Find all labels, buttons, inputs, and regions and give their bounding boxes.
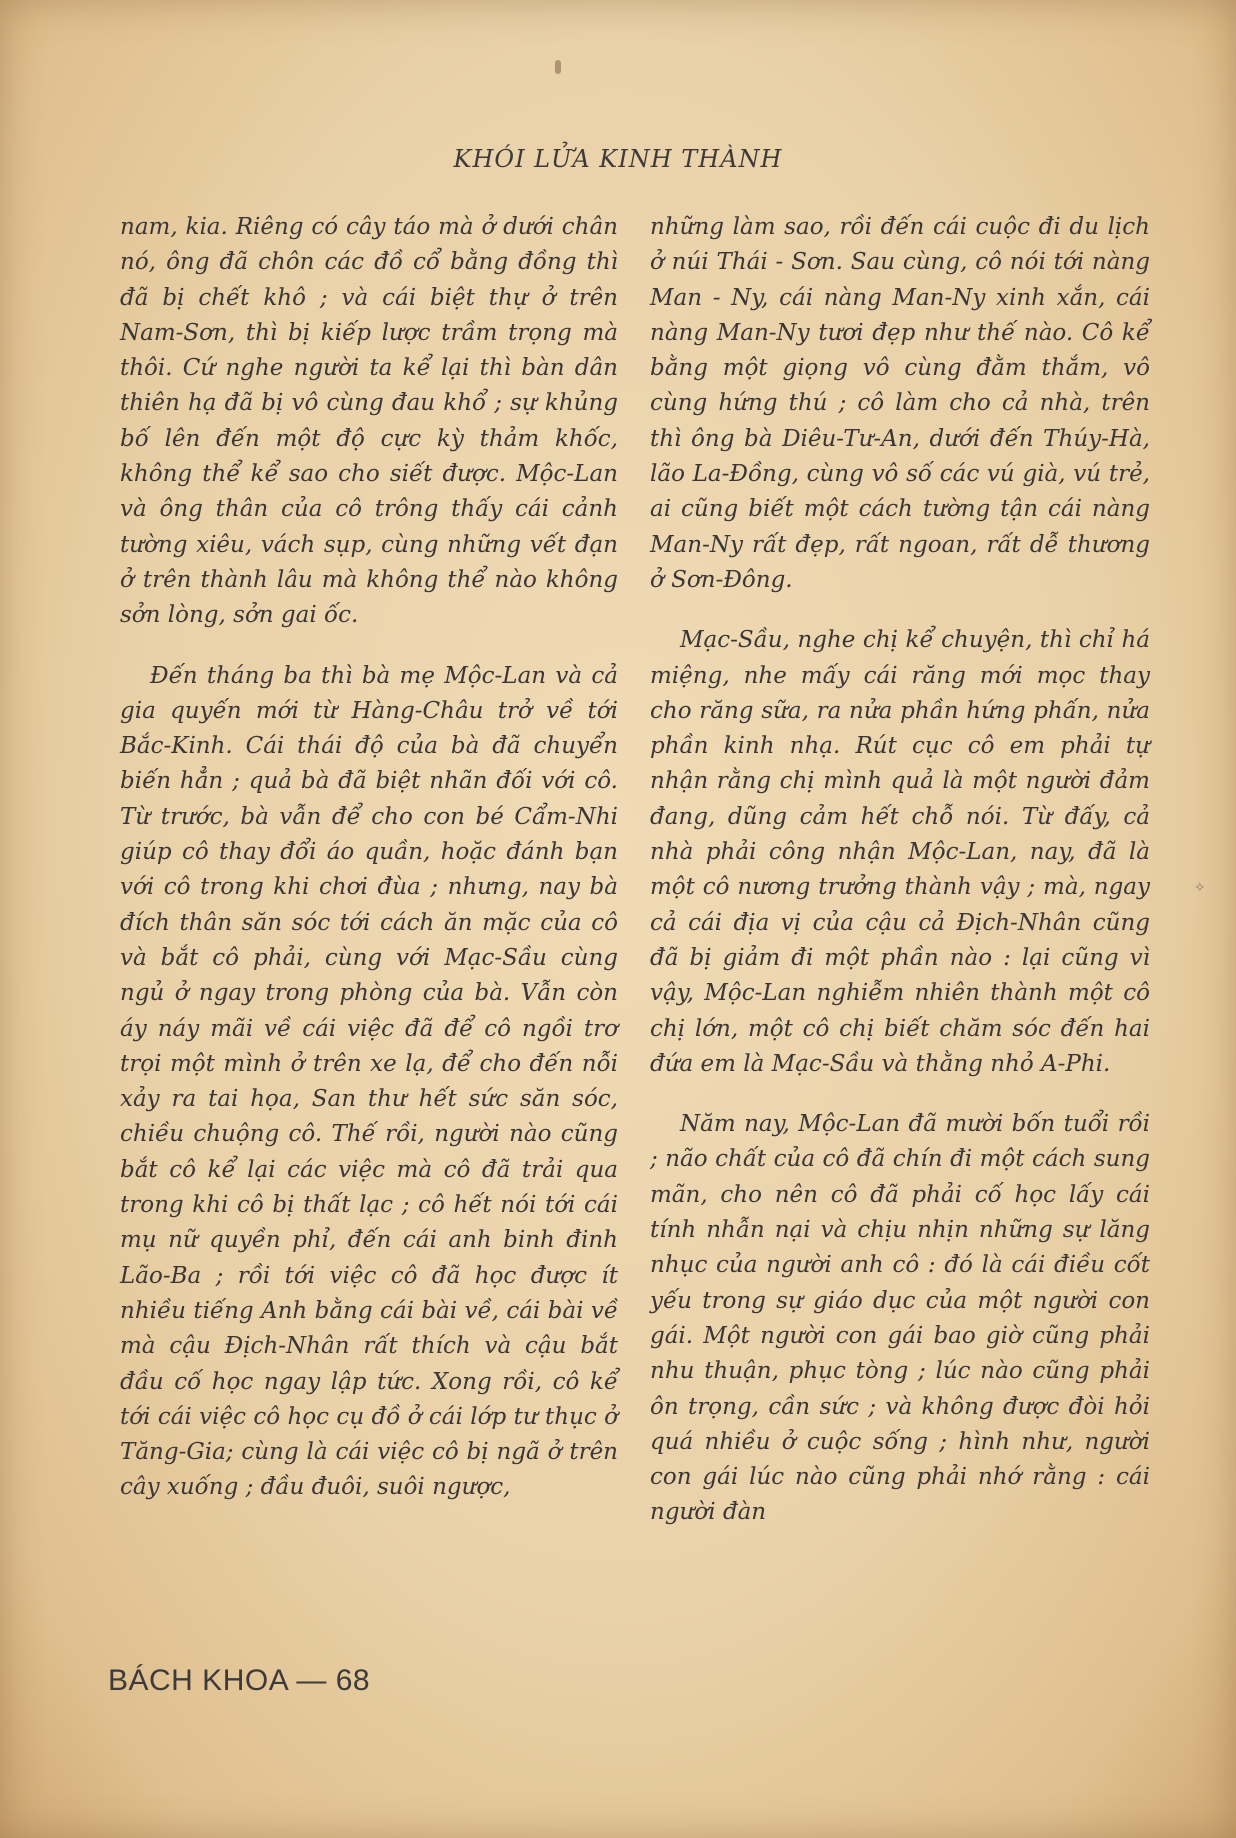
left-column — [120, 210, 618, 1531]
left-paragraph-1: nam, kia. Riêng có cây táo mà ở dưới chân nó, ông đã chôn các đồ cổ bằng đồng thì đã bị chết khô ; và cái biệt thự ở trên Nam-Sơn, thì bị kiếp lược trầm trọng mà thôi. Cứ nghe người ta kể lại thì bàn dân thiên hạ đã bị vô cùng đau khổ ; sự khủng bố lên đến một độ cực kỳ thảm khốc, không thể kể sao cho siết được. Mộc-Lan và ông thân của cô trông thấy cái cảnh tường xiêu, vách sụp, cùng những vết đạn ở trên thành lâu mà không thể nào không sởn lòng, sởn gai ốc. — [120, 214, 618, 629]
running-title: KHÓI LỬA KINH THÀNH — [453, 145, 783, 173]
margin-mark: ✧ — [1194, 880, 1206, 896]
ink-mark — [555, 60, 561, 74]
page-footer: BÁCH KHOA — 68 — [108, 1664, 371, 1697]
left-paragraph-2: Đến tháng ba thì bà mẹ Mộc-Lan và cả gia quyến mới từ Hàng-Châu trở về tới Bắc-Kinh. Cái thái độ của bà đã chuyển biến hẳn ; quả bà đã biệt nhãn đối với cô. Từ trước, bà vẫn để cho con bé Cẩm-Nhi giúp cô thay đổi áo quần, hoặc đánh bạn với cô trong khi chơi đùa ; nhưng, nay bà đích thân săn sóc tới cách ăn mặc của cô và bắt cô phải, cùng với Mạc-Sầu cùng ngủ ở ngay trong phòng của bà. Vẫn còn áy náy mãi về cái việc đã để cô ngồi trơ trọi một mình ở trên xe lạ, để cho đến nỗi xảy ra tai họa, San thư hết sức săn sóc, chiều chuộng cô. Thế rồi, người nào cũng bắt cô kể lại các việc mà cô đã trải qua trong khi cô bị thất lạc ; cô hết nói tới cái mụ nữ quyền phỉ, đến cái anh binh đinh Lão-Ba ; rồi tới việc cô đã học được ít nhiều tiếng Anh bằng cái bài về, cái bài về mà cậu Địch-Nhân rất thích và cậu bắt đầu cố học ngay lập tức. Xong rồi, cô kể tới cái việc cô học cụ đồ ở cái lớp tư thục ở Tăng-Gia; cùng là cái việc cô bị ngã ở trên cây xuống ; đầu đuôi, suôi ngược, — [120, 662, 618, 1501]
right-column — [650, 210, 1150, 1556]
right-paragraph-2: Mạc-Sầu, nghe chị kể chuyện, thì chỉ há miệng, nhe mấy cái răng mới mọc thay cho răng sữa, ra nửa phần hứng phấn, nửa phần kinh nhạ. Rút cục cô em phải tự nhận rằng chị mình quả là một người đảm đang, dũng cảm hết chỗ nói. Từ đấy, cả nhà phải công nhận Mộc-Lan, nay, đã là một cô nương trưởng thành vậy ; mà, ngay cả cái địa vị của cậu cả Địch-Nhân cũng đã bị giảm đi một phần nào : lại cũng vì vậy, Mộc-Lan nghiễm nhiên thành một cô chị lớn, một cô chị biết chăm sóc đến hai đứa em là Mạc-Sầu và thằng nhỏ A-Phi. — [650, 627, 1150, 1077]
right-paragraph-3: Năm nay, Mộc-Lan đã mười bốn tuổi rồi ; não chất của cô đã chín đi một cách sung mãn, cho nên cô đã phải cố học lấy cái tính nhẫn nại và chịu nhịn những sự lăng nhục của người anh cô : đó là cái điều cốt yếu trong sự giáo dục của một người con gái. Một người con gái bao giờ cũng phải nhu thuận, phục tòng ; lúc nào cũng phải ôn trọng, cần sức ; và không được đòi hỏi quá nhiều ở cuộc sống ; hình như, người con gái lúc nào cũng phải nhớ rằng : cái người đàn — [650, 1111, 1150, 1526]
right-paragraph-1: những làm sao, rồi đến cái cuộc đi du lịch ở núi Thái - Sơn. Sau cùng, cô nói tới nàng Man - Ny, cái nàng Man-Ny xinh xắn, cái nàng Man-Ny tươi đẹp như thế nào. Cô kể bằng một giọng vô cùng đằm thắm, vô cùng hứng thú ; cô làm cho cả nhà, trên thì ông bà Diêu-Tư-An, dưới đến Thúy-Hà, lão La-Đồng, cùng vô số các vú già, vú trẻ, ai cũng biết một cách tường tận cái nàng Man-Ny rất đẹp, rất ngoan, rất dễ thương ở Sơn-Đông. — [650, 214, 1150, 593]
